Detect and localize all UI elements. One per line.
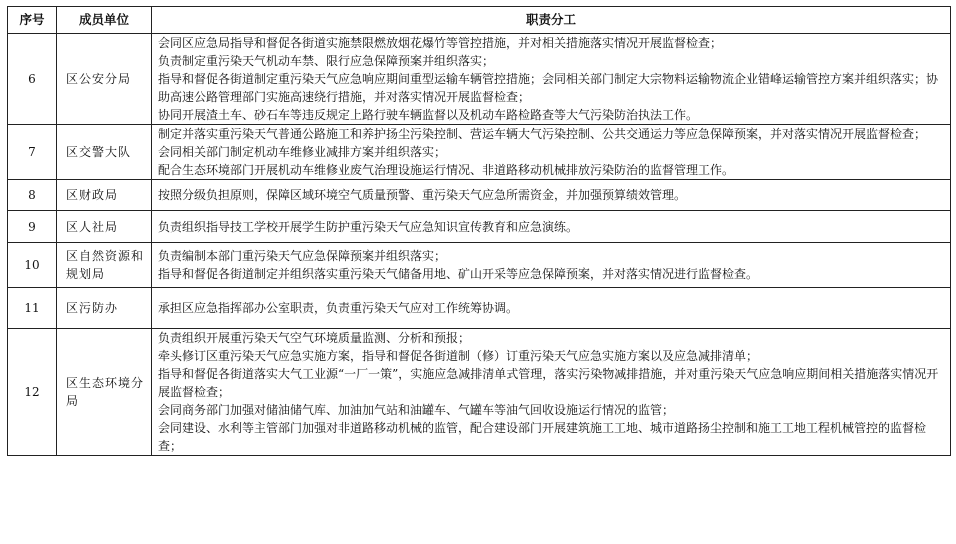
row-seq: 12 bbox=[8, 329, 57, 456]
row-seq: 7 bbox=[8, 125, 57, 180]
duty-item: 负责制定重污染天气机动车禁、限行应急保障预案并组织落实； bbox=[158, 54, 495, 68]
duty-item: 负责组织开展重污染天气空气环境质量监测、分析和预报； bbox=[158, 331, 471, 345]
row-seq: 8 bbox=[8, 180, 57, 211]
row-duties bbox=[152, 34, 951, 125]
duty-item: 负责编制本部门重污染天气应急保障预案并组织落实； bbox=[158, 249, 447, 263]
row-duties bbox=[152, 180, 951, 211]
row-seq: 9 bbox=[8, 211, 57, 243]
duty-item: 指导和督促各街道制定重污染天气应急响应期间重型运输车辆管控措施；会同相关部门制定大宗物料运输物流企业错峰运输管控方案并组织落实；协助高速公路管理部门实施高速绕行措施，并对落实情况开展监督检查； bbox=[158, 72, 939, 104]
row-unit: 区人社局 bbox=[57, 211, 152, 243]
duty-item: 会同区应急局指导和督促各街道实施禁限燃放烟花爆竹等管控措施，并对相关措施落实情况开展监督检查； bbox=[158, 36, 723, 50]
table-row bbox=[8, 243, 951, 288]
table-row bbox=[8, 180, 951, 211]
row-duties bbox=[152, 211, 951, 243]
row-unit: 区自然资源和规划局 bbox=[57, 243, 152, 288]
row-seq: 11 bbox=[8, 288, 57, 329]
row-unit: 区财政局 bbox=[57, 180, 152, 211]
duty-item: 会同建设、水利等主管部门加强对非道路移动机械的监管，配合建设部门开展建筑施工工地、城市道路扬尘控制和施工工地工程机械管控的监督检查； bbox=[158, 421, 927, 453]
table-header-row bbox=[8, 7, 951, 34]
row-duties bbox=[152, 288, 951, 329]
duty-item: 指导和督促各街道制定并组织落实重污染天气储备用地、矿山开采等应急保障预案，并对落实情况进行监督检查。 bbox=[158, 267, 759, 281]
table-row bbox=[8, 288, 951, 329]
row-unit: 区交警大队 bbox=[57, 125, 152, 180]
row-unit: 区生态环境分局 bbox=[57, 329, 152, 456]
duty-table bbox=[7, 6, 951, 456]
row-seq: 10 bbox=[8, 243, 57, 288]
duty-item: 配合生态环境部门开展机动车维修业废气治理设施运行情况、非道路移动机械排放污染防治的监督管理工作。 bbox=[158, 163, 735, 177]
duty-item: 承担区应急指挥部办公室职责，负责重污染天气应对工作统筹协调。 bbox=[158, 301, 519, 315]
duty-item: 指导和督促各街道落实大气工业源“一厂一策”，实施应急减排清单式管理，落实污染物减排措施，并对重污染天气应急响应期间相关措施落实情况开展监督检查； bbox=[158, 367, 939, 399]
header-unit: 成员单位 bbox=[57, 7, 152, 34]
duty-item: 会同相关部门制定机动车维修业减排方案并组织落实； bbox=[158, 145, 447, 159]
row-unit: 区污防办 bbox=[57, 288, 152, 329]
header-seq: 序号 bbox=[8, 7, 57, 34]
duty-item: 牵头修订区重污染天气应急实施方案，指导和督促各街道制（修）订重污染天气应急实施方案以及应急减排清单； bbox=[158, 349, 759, 363]
table-row bbox=[8, 329, 951, 456]
row-duties bbox=[152, 125, 951, 180]
row-unit: 区公安分局 bbox=[57, 34, 152, 125]
table-row bbox=[8, 125, 951, 180]
header-duty: 职责分工 bbox=[152, 7, 951, 34]
row-seq: 6 bbox=[8, 34, 57, 125]
duty-item: 按照分级负担原则，保障区域环境空气质量预警、重污染天气应急所需资金，并加强预算绩效管理。 bbox=[158, 188, 687, 202]
duty-item: 负责组织指导技工学校开展学生防护重污染天气应急知识宣传教育和应急演练。 bbox=[158, 219, 579, 234]
table-row bbox=[8, 211, 951, 243]
row-duties bbox=[152, 243, 951, 288]
table-row bbox=[8, 34, 951, 125]
duty-item: 会同商务部门加强对储油储气库、加油加气站和油罐车、气罐车等油气回收设施运行情况的监管； bbox=[158, 403, 675, 417]
row-duties bbox=[152, 329, 951, 456]
duty-item: 协同开展渣土车、砂石车等违反规定上路行驶车辆监督以及机动车路检路查等大气污染防治执法工作。 bbox=[158, 108, 699, 122]
duty-item: 制定并落实重污染天气普通公路施工和养护扬尘污染控制、营运车辆大气污染控制、公共交通运力等应急保障预案，并对落实情况开展监督检查； bbox=[158, 127, 927, 141]
